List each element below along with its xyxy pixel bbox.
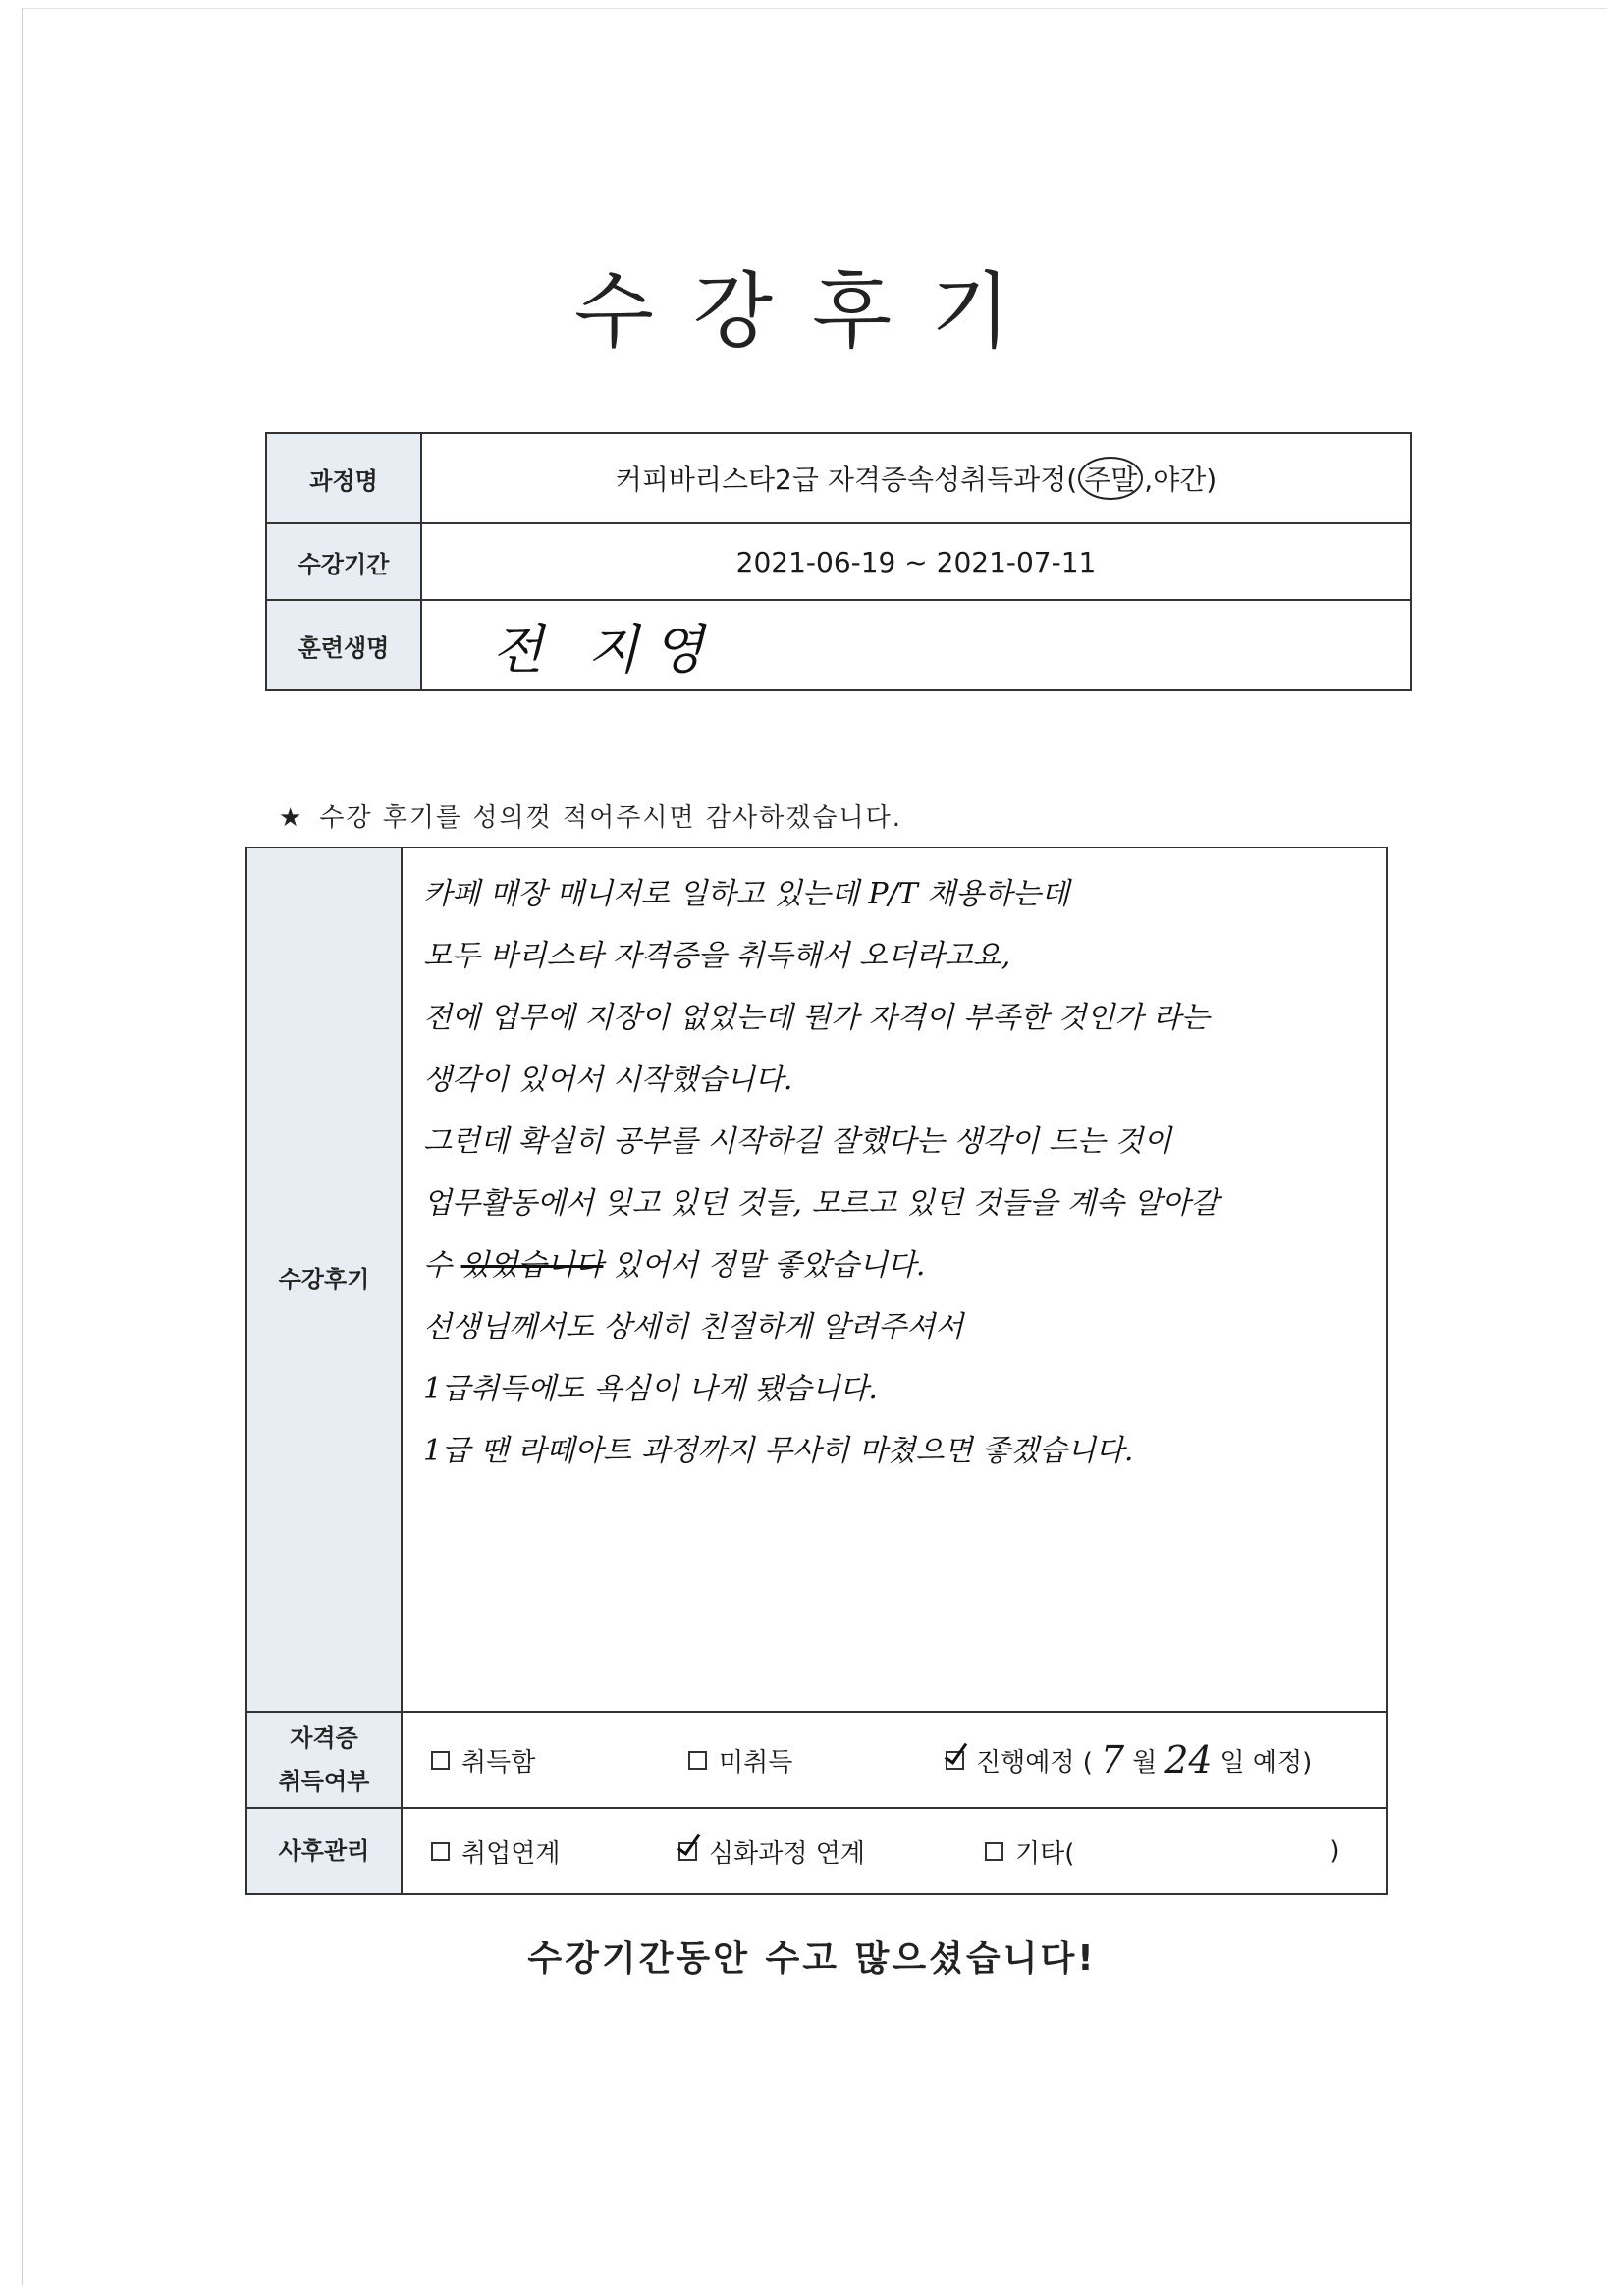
scheduled-month: 7	[1100, 1738, 1125, 1781]
option-other[interactable]	[985, 1833, 1340, 1870]
review-line: 그런데 확실히 공부를 시작하길 잘했다는 생각이 드는 것이	[423, 1124, 1172, 1159]
instruction-text: 수강 후기를 성의껏 적어주시면 감사하겠습니다.	[319, 803, 902, 833]
star-icon: ★	[279, 803, 304, 833]
course-option-night: 야간)	[1153, 464, 1218, 496]
review-body	[402, 847, 1387, 1712]
review-line: 1급취득에도 욕심이 나게 됐습니다.	[423, 1372, 878, 1406]
checkbox-not-acquired[interactable]	[688, 1751, 707, 1770]
course-label: 과정명	[266, 433, 421, 523]
instruction-note	[279, 797, 902, 834]
checkbox-job-link[interactable]	[431, 1842, 450, 1861]
review-line-rest: 있어서 정말 좋았습니다.	[612, 1248, 926, 1283]
checkbox-scheduled[interactable]	[946, 1751, 964, 1770]
review-line	[404, 1234, 1385, 1296]
option-not-acquired-label: 미취득	[719, 1747, 793, 1777]
day-unit: 일 예정)	[1219, 1747, 1313, 1777]
review-line: 전에 업무에 지장이 없었는데 뭔가 자격이 부족한 것인가 라는	[423, 1001, 1210, 1035]
option-job-link[interactable]	[431, 1833, 678, 1870]
qualification-options	[402, 1712, 1387, 1808]
option-acquired[interactable]	[431, 1742, 688, 1778]
checkbox-advanced-course[interactable]	[678, 1842, 697, 1861]
review-line: 선생님께서도 상세히 친절하게 알려주셔서	[423, 1310, 964, 1344]
review-line: 업무활동에서 잊고 있던 것들, 모르고 있던 것들을 계속 알아갈	[423, 1186, 1219, 1221]
closing-message: 수강기간동안 수고 많으셨습니다!	[527, 1939, 1097, 1979]
review-label: 수강후기	[246, 847, 402, 1712]
review-table	[245, 847, 1388, 1895]
period-label: 수강기간	[266, 523, 421, 600]
scheduled-day: 24	[1164, 1738, 1213, 1781]
followup-options	[402, 1808, 1387, 1894]
review-line: 모두 바리스타 자격증을 취득해서 오더라고요,	[423, 939, 1011, 973]
followup-label: 사후관리	[246, 1808, 402, 1894]
option-scheduled-label: 진행예정 (	[976, 1747, 1093, 1777]
checkbox-other[interactable]	[985, 1842, 1003, 1861]
option-not-acquired[interactable]	[688, 1742, 946, 1778]
qualification-label	[246, 1712, 402, 1808]
option-job-link-label: 취업연계	[461, 1838, 561, 1869]
option-acquired-label: 취득함	[461, 1747, 536, 1777]
period-value: 2021-06-19 ~ 2021-07-11	[421, 523, 1411, 600]
review-line: 카페 매장 매니저로 일하고 있는데 P/T 채용하는데	[423, 877, 1070, 911]
course-value	[421, 433, 1411, 523]
option-other-label: 기타(	[1015, 1838, 1075, 1869]
trainee-cell	[421, 600, 1411, 690]
review-line-prefix: 수	[423, 1248, 452, 1283]
trainee-name-handwritten: 전 지영	[492, 618, 718, 681]
month-unit: 월	[1132, 1747, 1158, 1777]
checkbox-acquired[interactable]	[431, 1751, 450, 1770]
review-line: 1급 땐 라떼아트 과정까지 무사히 마쳤으면 좋겠습니다.	[423, 1434, 1134, 1468]
course-option-sep: ,	[1144, 464, 1154, 496]
qualification-label-line2: 취득여부	[278, 1768, 370, 1795]
option-other-close: )	[1329, 1836, 1340, 1866]
option-scheduled[interactable]	[946, 1738, 1312, 1781]
trainee-label: 훈련생명	[266, 600, 421, 690]
review-struck-text: 있었습니다	[460, 1248, 604, 1283]
option-advanced-course[interactable]	[678, 1833, 985, 1870]
review-line: 생각이 있어서 시작했습니다.	[423, 1063, 793, 1097]
qualification-label-line1: 자격증	[290, 1724, 358, 1752]
option-advanced-course-label: 심화과정 연계	[709, 1838, 865, 1869]
course-name: 커피바리스타2급 자격증속성취득과정(	[615, 464, 1078, 496]
page-title: 수강후기	[573, 263, 1051, 359]
course-option-weekend-circled: 주말	[1078, 457, 1143, 500]
course-info-table	[265, 432, 1412, 691]
